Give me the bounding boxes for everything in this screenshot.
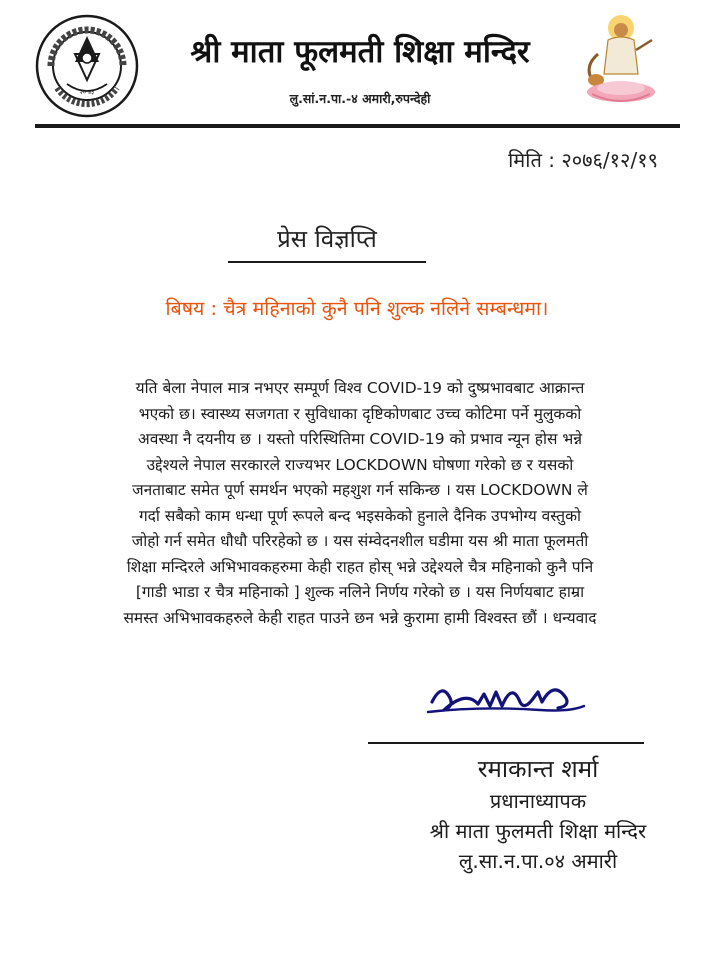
date-line bbox=[508, 146, 658, 173]
body-line: जनताबाट समेत पूर्ण समर्थन भएको महशुश गर्न सकिन्छ । यस LOCKDOWN ले bbox=[132, 481, 588, 499]
school-name: श्री माता फूलमती शिक्षा मन्दिर bbox=[190, 34, 530, 70]
body-line: भएको छ। स्वास्थ्य सजगता र सुविधाका दृष्टिकोणबाट उच्च कोटिमा पर्ने मुलुकको bbox=[138, 404, 582, 423]
body-line: यति बेला नेपाल मात्र नभएर सम्पूर्ण विश्व COVID-19 को दुष्प्रभावबाट आक्रान्त bbox=[135, 379, 585, 397]
body-line: शिक्षा मन्दिरले अभिभावकहरुमा केही राहत होस् भन्ने उद्देश्यले चैत्र महिनाको कुनै पनि bbox=[126, 557, 594, 576]
body-paragraph bbox=[24, 376, 696, 631]
signatory-name: रमाकान्त शर्मा bbox=[477, 755, 599, 783]
signatory-school: श्री माता फुलमती शिक्षा मन्दिर bbox=[429, 819, 647, 843]
signatory-address: लु.सा.न.पा.०४ अमारी bbox=[458, 849, 618, 873]
body-line: गर्दा सबैको काम धन्धा पूर्ण रूपले बन्द भइसकेको हुनाले दैनिक उपभोग्य वस्तुको bbox=[138, 506, 582, 525]
svg-text:२० ४३: २० ४३ bbox=[79, 89, 95, 96]
saraswati-illustration bbox=[578, 10, 664, 110]
handwritten-signature bbox=[420, 672, 590, 722]
subject-line: बिषय : चैत्र महिनाको कुनै पनि शुल्क नलिने सम्बन्धमा। bbox=[165, 297, 549, 320]
date-value: २०७६/१२/१९ bbox=[561, 148, 658, 172]
signatory-title: प्रधानाध्यापक bbox=[489, 789, 587, 813]
body-line: जोहो गर्न समेत धौधौ परिरहेको छ । यस संम्वेदनशील घडीमा यस श्री माता फूलमती bbox=[131, 532, 589, 550]
body-line: अवस्था नै दयनीय छ । यस्तो परिस्थितिमा COVID-19 को प्रभाव न्यून होस भन्ने bbox=[137, 430, 583, 448]
school-logo bbox=[35, 14, 139, 118]
body-line: उद्देश्यले नेपाल सरकारले राज्यभर LOCKDOWN घोषणा गरेको छ र यसको bbox=[146, 455, 574, 474]
press-release-heading: प्रेस विज्ञप्ति bbox=[228, 222, 426, 263]
signatory-block bbox=[388, 752, 688, 876]
body-line: समस्त अभिभावकहरुले केही राहत पाउने छन भन्ने कुरामा हामी विश्वस्त छौं । धन्यवाद bbox=[123, 608, 597, 627]
date-label: मिति : bbox=[508, 148, 555, 172]
signature-rule bbox=[368, 742, 644, 744]
body-line: [गाडी भाडा र चैत्र महिनाको ] शुल्क नलिने निर्णय गरेको छ । यस निर्णयबाट हाम्रा bbox=[135, 583, 585, 601]
school-address: लु.सां.न.पा.-४ अमारी,रुपन्देही bbox=[289, 91, 431, 106]
header-rule bbox=[35, 124, 680, 128]
